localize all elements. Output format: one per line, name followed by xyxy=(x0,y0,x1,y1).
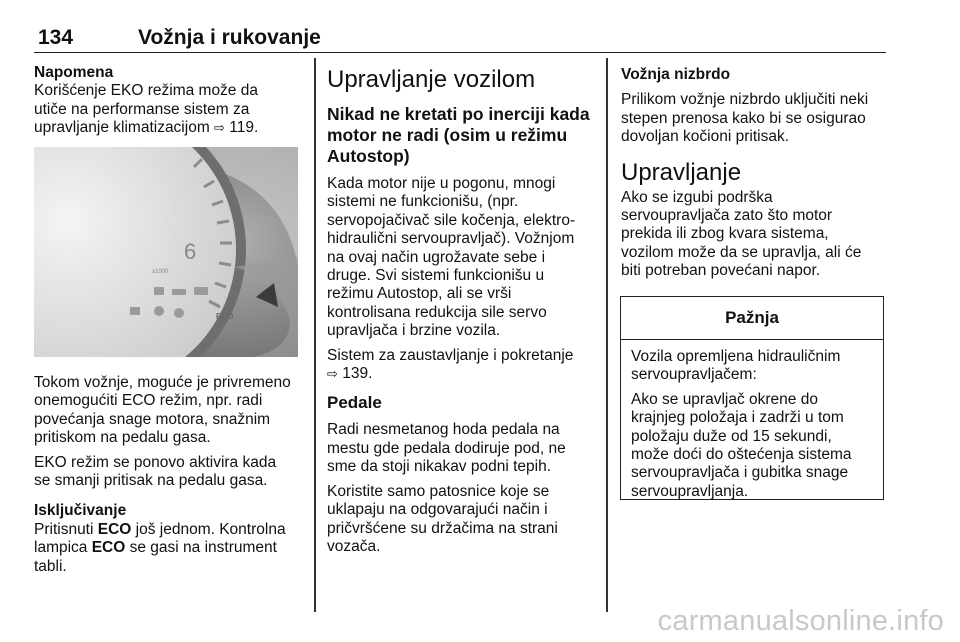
steering-title: Upravljanje xyxy=(621,158,742,186)
downhill-paragraph: Prilikom vožnje nizbrdo uključiti neki stepen prenosa kako bi se osigurao dovoljan kočioni pritisak. xyxy=(621,91,869,146)
coasting-paragraph: Kada motor nije u pogonu, mnogi sistemi ne funkcionišu, (npr. servopojačivač sile kočenja, elektro- hidraulični servoupravljač). Vožnjom na ovaj način ugrožavate sebe i druge. Svi sistemi funkcionišu u režimu Autostop, ali se vrši kontrolisana redukcija sile servo upravljača i brzine vozila. xyxy=(327,175,576,340)
chapter-title: Vožnja i rukovanje xyxy=(138,26,321,49)
column-3 xyxy=(621,66,887,287)
warning-box xyxy=(620,296,884,500)
note-line: utiče na performanse sistem za xyxy=(34,100,250,118)
downhill-heading: Vožnja nizbrdo xyxy=(621,66,731,83)
gauge-number: 6 xyxy=(184,239,197,264)
switch-off-paragraph: Pritisnuti ECO još jednom. Kontrolna lampica ECO se gasi na instrument tabli. xyxy=(34,520,286,575)
pedals-paragraph: Radi nesmetanog hoda pedala na mestu gde pedala dodiruje pod, ne sme da stoji nikakav podni tepih. xyxy=(327,421,566,476)
watermark: carmanualsonline.info xyxy=(657,605,944,637)
warning-paragraph: Vozila opremljena hidrauličnim servoupravljačem: xyxy=(631,348,841,384)
steering-paragraph: Ako se izgubi podrška servoupravljača zato što motor prekida ili zbog kvara sistema, vozilom može da se upravlja, ali će biti potreban povećani napor. xyxy=(621,188,862,280)
eco-override-paragraph: Tokom vožnje, moguće je privremeno onemogućiti ECO režim, npr. radi povećanja snage motora, snažnim pritiskom na pedalu gasa. xyxy=(34,374,291,447)
column-2 xyxy=(327,66,599,562)
dashboard-eco-image xyxy=(34,147,298,357)
column-divider-2 xyxy=(606,58,608,612)
stop-start-reference: Sistem za zaustavljanje i pokretanje ⇨ 139. xyxy=(327,346,574,383)
page-ref-icon: ⇨ xyxy=(214,120,225,136)
page-ref-icon: ⇨ xyxy=(327,366,338,382)
column-1-top xyxy=(34,64,302,138)
warning-paragraph: Ako se upravljač okrene do krajnjeg položaja i zadrži u tom položaju duže od 15 sekundi, može doći do oštećenja sistema servoupravljača i gubitka snage servoupravljanja. xyxy=(631,390,852,500)
warning-body xyxy=(621,340,883,501)
eco-indicator-label: ECO xyxy=(216,312,234,321)
eco-reactivate-paragraph: EKO režim se ponovo aktivira kada se smanji pritisak na pedalu gasa. xyxy=(34,453,277,490)
floor-mats-paragraph: Koristite samo patosnice koje se uklapaju na odgovarajući način i pričvršćene su držačima na strani vozača. xyxy=(327,482,558,555)
page-ref[interactable]: 139. xyxy=(342,365,373,383)
note-line-with-ref: upravljanje klimatizacijom ⇨ 119. xyxy=(34,119,259,137)
pedals-heading: Pedale xyxy=(327,393,382,413)
rpm-label: x1000 xyxy=(152,269,169,275)
page-header xyxy=(34,24,886,53)
column-divider-1 xyxy=(314,58,316,612)
note-heading: Napomena xyxy=(34,64,114,81)
switch-off-heading: Isključivanje xyxy=(34,502,127,520)
page-number: 134 xyxy=(38,26,74,49)
note-line: Korišćenje EKO režima može da xyxy=(34,82,258,100)
subsection-title: Nikad ne kretati po inerciji kada motor ne radi (osim u režimu Autostop) xyxy=(327,104,590,166)
warning-heading: Pažnja xyxy=(621,297,883,340)
column-1-bottom xyxy=(34,374,302,576)
page-ref[interactable]: 119. xyxy=(229,119,259,137)
section-title: Upravljanje vozilom xyxy=(327,66,536,93)
